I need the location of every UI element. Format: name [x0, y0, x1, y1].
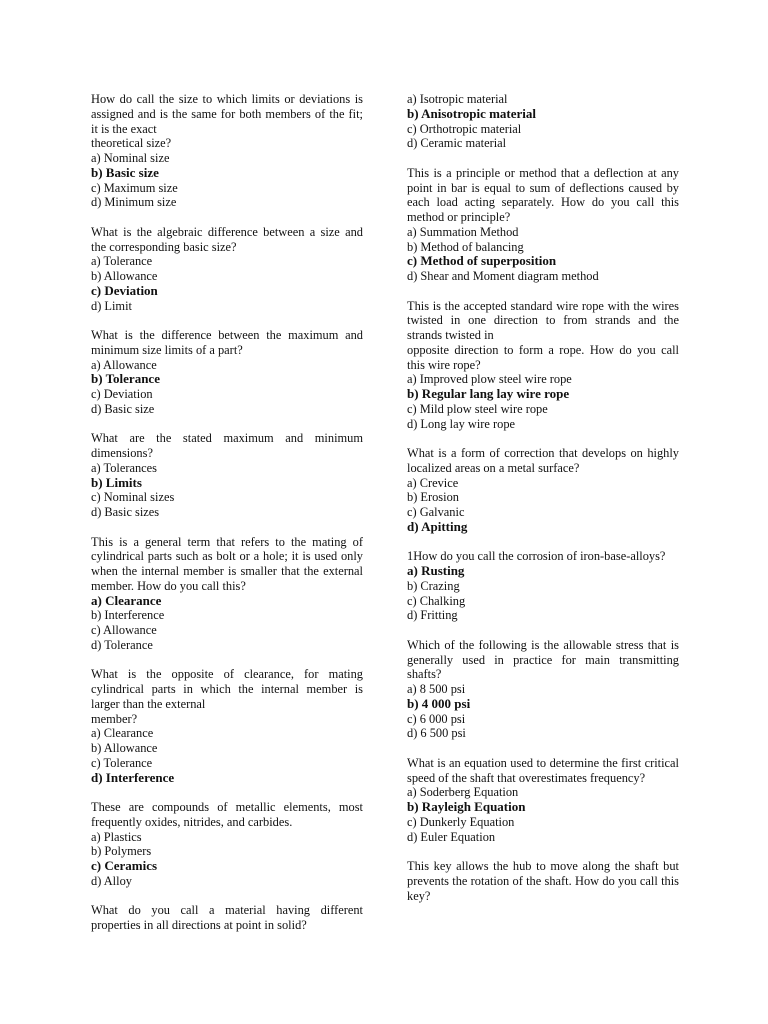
question-line: opposite direction to form a rope. How do you call this wire rope?: [407, 342, 679, 372]
question-block: [407, 166, 679, 284]
answer-choice: c) Galvanic: [407, 505, 465, 519]
question-block: [407, 549, 679, 623]
question-text: [91, 535, 363, 594]
answer-choice: b) Allowance: [91, 741, 158, 755]
answer-option: b) Rayleigh Equation: [407, 799, 526, 814]
answer-choice: d) Euler Equation: [407, 829, 496, 844]
question-text: [91, 903, 363, 933]
answer-choice: a) Crevice: [407, 475, 459, 490]
answer-choice: d) Basic sizes: [91, 505, 160, 519]
answer-choice: d) 6 500 psi: [407, 726, 466, 741]
question-text: [91, 800, 363, 830]
answer-choice: a) Plastics: [91, 829, 142, 844]
question-text: [407, 756, 679, 786]
question-line: What is a form of correction that develops on highly localized areas on a metal surface?: [407, 446, 679, 475]
answer-option: d) Apitting: [407, 518, 468, 534]
question-block: [91, 667, 363, 785]
question-block: [91, 431, 363, 520]
right-column: [407, 92, 679, 918]
answer-choice: d) Ceramic material: [407, 136, 507, 151]
question-line: What is an equation used to determine the first critical speed of the shaft that overestimates frequency?: [407, 755, 679, 785]
answer-choice: b) Erosion: [407, 490, 459, 505]
answer-choice: d) Fritting: [407, 608, 458, 623]
question-block: [91, 92, 363, 210]
answer-choice: d) Long lay wire rope: [407, 416, 516, 431]
question-block: [91, 535, 363, 653]
question-block: [407, 92, 679, 151]
question-text: [407, 638, 679, 682]
answer-choice: c) Orthotropic material: [407, 121, 522, 136]
answer-choice: c) Chalking: [407, 593, 466, 608]
question-line: What is the opposite of clearance, for mating cylindrical parts in which the internal member is larger than the external: [91, 667, 363, 711]
answer-option: c) Ceramics: [91, 858, 158, 873]
question-line: What are the stated maximum and minimum dimensions?: [91, 431, 363, 460]
answer-choice: a) Isotropic material: [407, 92, 508, 106]
question-line: What is the difference between the maximum and minimum size limits of a part?: [91, 328, 363, 357]
question-line: What is the algebraic difference between a size and the corresponding basic size?: [91, 224, 363, 254]
question-text: [91, 225, 363, 255]
answer-choice: a) Clearance: [91, 726, 154, 741]
answer-option: b) Limits: [91, 474, 142, 490]
question-block: [91, 903, 363, 933]
answer-option: d) Interference: [91, 769, 175, 785]
answer-choice: a) Soderberg Equation: [407, 785, 519, 800]
answer-choice: d) Basic size: [91, 401, 155, 416]
answer-choice: c) Dunkerly Equation: [407, 814, 515, 829]
answer-choice: a) Tolerance: [91, 254, 153, 269]
question-text: [407, 859, 679, 903]
question-line: This key allows the hub to move along the shaft but prevents the rotation of the shaft. How do you call this key?: [407, 859, 679, 903]
question-line: member?: [91, 711, 138, 726]
question-block: [407, 756, 679, 845]
answer-choice: b) Crazing: [407, 578, 460, 593]
answer-choice: c) Nominal sizes: [91, 490, 175, 505]
answer-choice: a) Improved plow steel wire rope: [407, 372, 572, 387]
answer-option: b) 4 000 psi: [407, 695, 471, 711]
answer-choice: a) 8 500 psi: [407, 682, 466, 696]
answer-choice: d) Shear and Moment diagram method: [407, 269, 599, 283]
question-block: [91, 328, 363, 417]
question-line: These are compounds of metallic elements, most frequently oxides, nitrides, and carbides.: [91, 800, 363, 829]
question-line: What do you call a material having different properties in all directions at point in solid?: [91, 903, 363, 932]
question-block: [407, 859, 679, 903]
question-line: theoretical size?: [91, 136, 172, 151]
answer-choice: b) Allowance: [91, 269, 158, 283]
answer-option: c) Deviation: [91, 282, 158, 298]
answer-option: a) Rusting: [407, 563, 465, 578]
answer-option: b) Tolerance: [91, 371, 160, 387]
question-line: 1How do you call the corrosion of iron-base-alloys?: [407, 549, 666, 564]
question-line: This is a principle or method that a deflection at any point in bar is equal to sum of deflections caused by each load acting separately. How do you call this method or principle?: [407, 165, 679, 224]
answer-choice: c) Mild plow steel wire rope: [407, 401, 548, 416]
answer-choice: d) Minimum size: [91, 195, 177, 210]
answer-choice: c) 6 000 psi: [407, 711, 466, 726]
answer-choice: b) Method of balancing: [407, 239, 524, 254]
answer-option: b) Regular lang lay wire rope: [407, 386, 570, 401]
question-line: How do call the size to which limits or deviations is assigned and is the same for both members of the fit; it is the exact: [91, 92, 363, 136]
answer-choice: c) Maximum size: [91, 180, 178, 195]
answer-option: c) Method of superposition: [407, 253, 557, 269]
question-text: [91, 328, 363, 358]
question-text: [407, 166, 679, 225]
question-text: [407, 549, 679, 564]
answer-choice: a) Summation Method: [407, 224, 519, 239]
question-text: [407, 446, 679, 476]
answer-choice: a) Nominal size: [91, 151, 170, 165]
answer-choice: b) Interference: [91, 608, 165, 623]
answer-option: a) Clearance: [91, 592, 162, 608]
answer-choice: b) Polymers: [91, 844, 152, 859]
answer-option: b) Anisotropic material: [407, 105, 537, 121]
question-line: This is a general term that refers to the mating of cylindrical parts such as bolt or a hole; it is used only when the internal member is smaller that the external member. How do you call this?: [91, 534, 363, 593]
question-block: [91, 800, 363, 889]
answer-choice: c) Allowance: [91, 623, 157, 637]
left-column: [91, 92, 363, 948]
question-block: [407, 638, 679, 741]
answer-choice: a) Tolerances: [91, 460, 157, 475]
question-block: [407, 446, 679, 535]
answer-choice: d) Alloy: [91, 873, 132, 888]
question-text: [91, 92, 363, 151]
answer-choice: c) Deviation: [91, 387, 153, 401]
answer-choice: d) Tolerance: [91, 637, 153, 652]
question-text: [91, 431, 363, 461]
question-line: Which of the following is the allowable stress that is generally used in practice for main transmitting shafts?: [407, 637, 679, 682]
answer-choice: d) Limit: [91, 298, 132, 313]
answer-choice: c) Tolerance: [91, 755, 153, 770]
question-line: This is the accepted standard wire rope with the wires twisted in one direction to from strands and the strands twisted in: [407, 298, 679, 342]
answer-choice: a) Allowance: [91, 357, 157, 372]
question-block: [91, 225, 363, 314]
answer-option: b) Basic size: [91, 164, 159, 180]
question-text: [407, 299, 679, 373]
question-block: [407, 299, 679, 432]
question-text: [91, 667, 363, 726]
